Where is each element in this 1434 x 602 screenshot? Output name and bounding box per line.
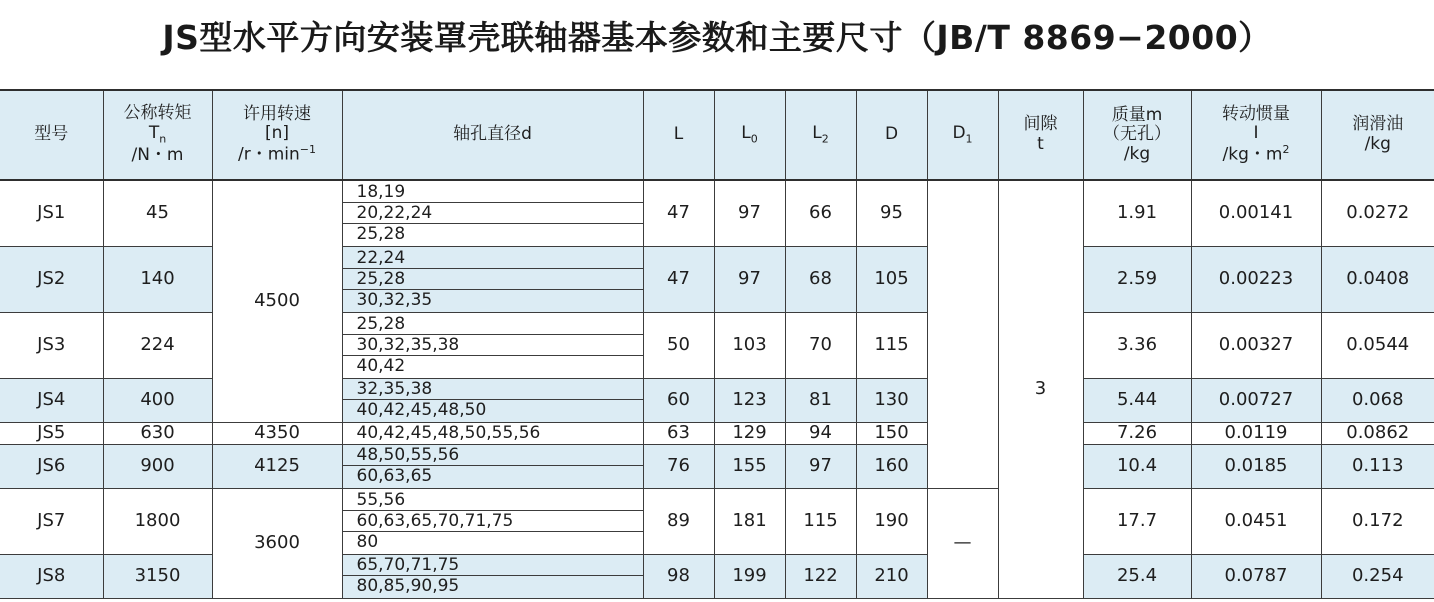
cell-torque: 630 (103, 422, 212, 444)
page-title: JS型水平方向安装罩壳联轴器基本参数和主要尺寸（JB/T 8869−2000） (162, 18, 1272, 57)
cell-oil: 0.0408 (1321, 246, 1434, 312)
cell-inertia: 0.0119 (1191, 422, 1321, 444)
bore-item: 22,24 (343, 248, 643, 269)
cell-gap: 3 (998, 180, 1083, 598)
cell-speed: 4350 (212, 422, 342, 444)
bore-item: 60,63,65,70,71,75 (343, 511, 643, 532)
bore-item: 65,70,71,75 (343, 555, 643, 576)
cell-L: 50 (643, 312, 714, 378)
bore-item: 40,42,45,48,50 (343, 400, 643, 421)
cell-L2: 94 (785, 422, 856, 444)
header-L0: $L_0$ (714, 90, 785, 180)
cell-speed: 4500 (212, 180, 342, 422)
cell-L: 76 (643, 444, 714, 488)
cell-oil: 0.172 (1321, 488, 1434, 554)
bore-item: 80,85,90,95 (343, 576, 643, 597)
cell-D: 190 (856, 488, 927, 554)
cell-mass: 3.36 (1083, 312, 1191, 378)
cell-inertia: 0.0451 (1191, 488, 1321, 554)
cell-L0: 97 (714, 246, 785, 312)
table-row (0, 444, 1434, 488)
cell-torque: 400 (103, 378, 212, 422)
cell-D: 160 (856, 444, 927, 488)
cell-bores (342, 488, 643, 554)
cell-L0: 155 (714, 444, 785, 488)
cell-D: 150 (856, 422, 927, 444)
cell-model: JS7 (0, 488, 103, 554)
cell-mass: 10.4 (1083, 444, 1191, 488)
header-L: L (643, 90, 714, 180)
bore-item: 60,63,65 (343, 466, 643, 487)
cell-L: 63 (643, 422, 714, 444)
cell-L: 47 (643, 180, 714, 246)
cell-speed: 3600 (212, 488, 342, 598)
header-bore: 轴孔直径d (342, 90, 643, 180)
bore-item: 25,28 (343, 314, 643, 335)
header-model: 型号 (0, 90, 103, 180)
cell-mass: 1.91 (1083, 180, 1191, 246)
bore-item: 30,32,35,38 (343, 335, 643, 356)
cell-mass: 7.26 (1083, 422, 1191, 444)
table-row (0, 180, 1434, 246)
bore-item: 40,42 (343, 356, 643, 377)
cell-model: JS8 (0, 554, 103, 598)
bore-item: 18,19 (343, 182, 643, 203)
bore-item: 48,50,55,56 (343, 445, 643, 466)
coupling-parameters-table (0, 89, 1434, 599)
cell-L2: 97 (785, 444, 856, 488)
table-row (0, 488, 1434, 554)
cell-inertia: 0.00727 (1191, 378, 1321, 422)
cell-bores (342, 554, 643, 598)
header-inertia: 转动惯量 I /kg・$m^2$ (1191, 90, 1321, 180)
cell-model: JS1 (0, 180, 103, 246)
cell-torque: 900 (103, 444, 212, 488)
cell-bores (342, 180, 643, 246)
header-row (0, 90, 1434, 180)
cell-L2: 115 (785, 488, 856, 554)
cell-torque: 224 (103, 312, 212, 378)
cell-L0: 123 (714, 378, 785, 422)
header-speed: 许用转速 [n] /r・$\min^{-1}$ (212, 90, 342, 180)
cell-inertia: 0.00327 (1191, 312, 1321, 378)
cell-mass: 17.7 (1083, 488, 1191, 554)
cell-model: JS5 (0, 422, 103, 444)
cell-speed: 4125 (212, 444, 342, 488)
cell-torque: 140 (103, 246, 212, 312)
cell-L0: 97 (714, 180, 785, 246)
header-mass: 质量m （无孔） /kg (1083, 90, 1191, 180)
cell-mass: 25.4 (1083, 554, 1191, 598)
cell-L2: 81 (785, 378, 856, 422)
bore-item: 32,35,38 (343, 379, 643, 400)
cell-oil: 0.068 (1321, 378, 1434, 422)
cell-L: 89 (643, 488, 714, 554)
header-L2: $L_2$ (785, 90, 856, 180)
header-D1: $D_1$ (927, 90, 998, 180)
cell-oil: 0.0272 (1321, 180, 1434, 246)
cell-D: 210 (856, 554, 927, 598)
cell-bores (342, 246, 643, 312)
bore-item: 30,32,35 (343, 290, 643, 311)
cell-model: JS4 (0, 378, 103, 422)
cell-bores (342, 378, 643, 422)
cell-oil: 0.254 (1321, 554, 1434, 598)
cell-model: JS3 (0, 312, 103, 378)
cell-model: JS6 (0, 444, 103, 488)
cell-bores (342, 312, 643, 378)
bore-item: 25,28 (343, 224, 643, 245)
cell-L0: 129 (714, 422, 785, 444)
cell-L: 60 (643, 378, 714, 422)
cell-inertia: 0.00141 (1191, 180, 1321, 246)
cell-D: 95 (856, 180, 927, 246)
bore-item: 20,22,24 (343, 203, 643, 224)
cell-L: 98 (643, 554, 714, 598)
cell-D: 105 (856, 246, 927, 312)
header-oil: 润滑油 /kg (1321, 90, 1434, 180)
cell-L0: 181 (714, 488, 785, 554)
bore-item: 25,28 (343, 269, 643, 290)
cell-D: 115 (856, 312, 927, 378)
cell-inertia: 0.0185 (1191, 444, 1321, 488)
cell-L2: 66 (785, 180, 856, 246)
cell-oil: 0.0862 (1321, 422, 1434, 444)
bore-item: 40,42,45,48,50,55,56 (343, 423, 643, 444)
cell-oil: 0.0544 (1321, 312, 1434, 378)
cell-torque: 45 (103, 180, 212, 246)
cell-bores (342, 444, 643, 488)
cell-D1-dash: — (927, 488, 998, 598)
cell-L: 47 (643, 246, 714, 312)
cell-inertia: 0.00223 (1191, 246, 1321, 312)
cell-L0: 103 (714, 312, 785, 378)
cell-torque: 1800 (103, 488, 212, 554)
header-D: D (856, 90, 927, 180)
cell-L2: 68 (785, 246, 856, 312)
cell-mass: 5.44 (1083, 378, 1191, 422)
cell-bores (342, 422, 643, 444)
bore-item: 55,56 (343, 490, 643, 511)
cell-D: 130 (856, 378, 927, 422)
cell-model: JS2 (0, 246, 103, 312)
cell-torque: 3150 (103, 554, 212, 598)
cell-L2: 70 (785, 312, 856, 378)
cell-L0: 199 (714, 554, 785, 598)
bore-item: 80 (343, 532, 643, 553)
cell-oil: 0.113 (1321, 444, 1434, 488)
cell-L2: 122 (785, 554, 856, 598)
table-row (0, 422, 1434, 444)
cell-mass: 2.59 (1083, 246, 1191, 312)
header-gap: 间隙 t (998, 90, 1083, 180)
cell-D1-empty (927, 180, 998, 488)
cell-inertia: 0.0787 (1191, 554, 1321, 598)
header-torque: 公称转矩 $T_n$ /N・m (103, 90, 212, 180)
